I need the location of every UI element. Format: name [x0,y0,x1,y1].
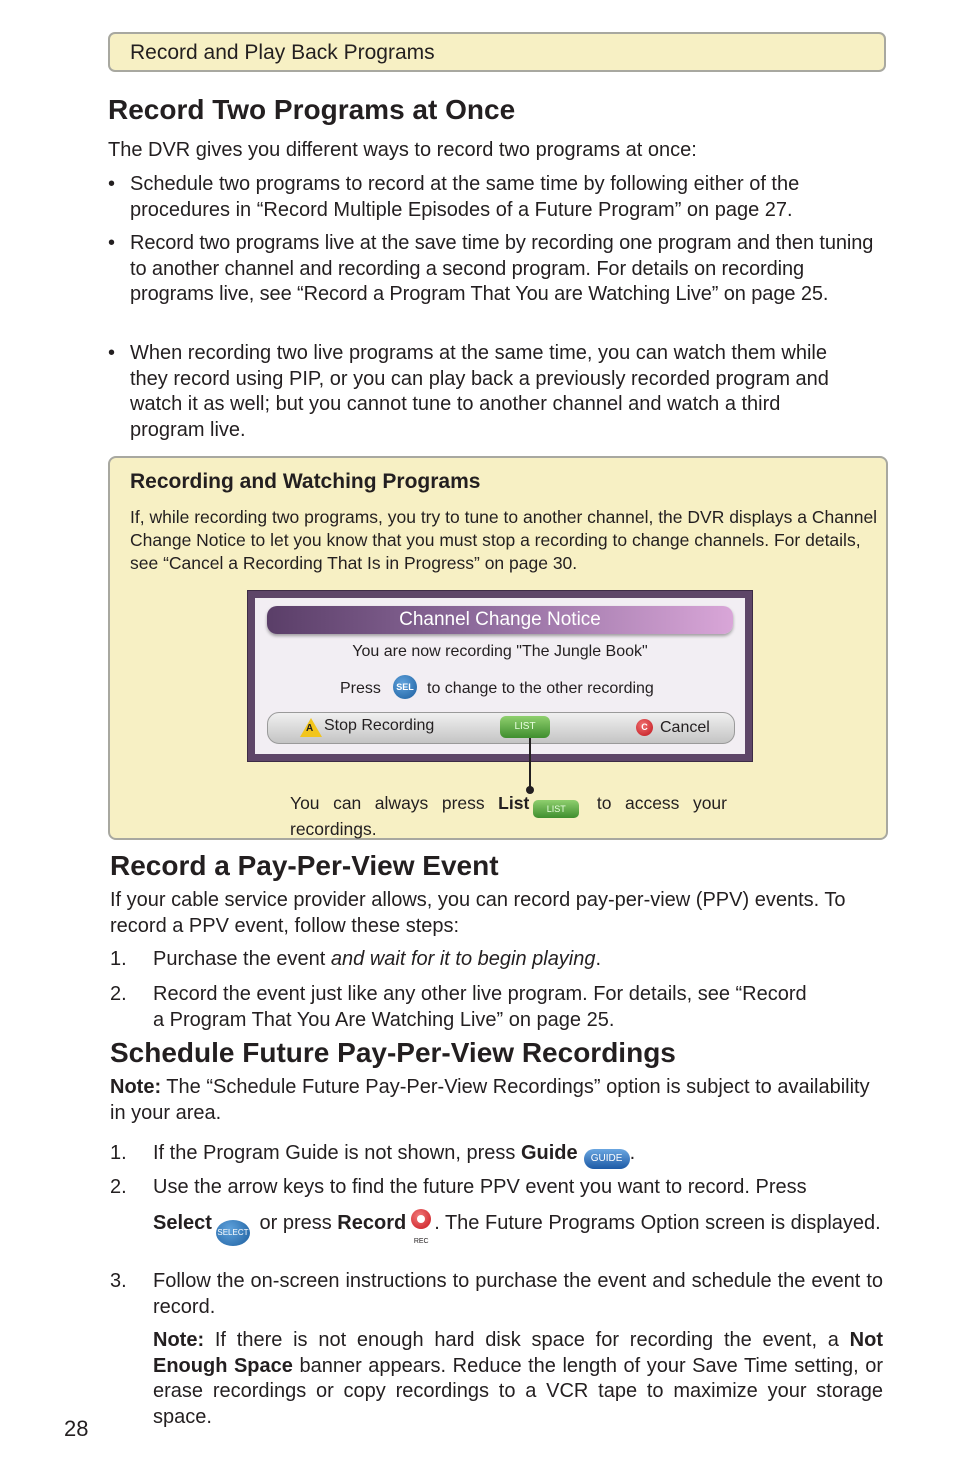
notice-action-bar [267,712,735,744]
bullet-item [108,172,898,223]
step-text-main: Follow the on-screen instructions to purchase the event and schedule the event to record. [153,1270,883,1318]
bullet-text: Schedule two programs to record at the same time by following either of the procedures in “Record Multiple Episodes of a Future Program” on page 27. [130,173,800,221]
step-text-pre: Purchase the event [153,948,331,970]
not-enough-space-bold: Not Enough Space [153,1329,883,1377]
note-text-pre: If there is not enough hard disk space for recording the event, a [204,1329,850,1351]
intro-record-ppv: If your cable service provider allows, you can record pay-per-view (PPV) events. To record a PPV event, follow these steps: [110,889,846,937]
channel-change-notice-screen [247,590,753,762]
cancel-option[interactable]: Cancel [660,719,710,736]
bullet-text: When recording two live programs at the same time, you can watch them while they record using PIP, or you can play back a previously recorded program and watch it as well; but you cannot tune to another channel and watch a third program live. [130,342,829,441]
screen-inner [255,598,745,754]
note-text-post: banner appears. Reduce the length of your Save Time setting, or erase recordings or copy recordings to a VCR tape to maximize your storage space. [153,1354,884,1428]
stop-recording-option[interactable]: Stop Recording [324,717,435,734]
page-number: 28 [64,1416,89,1441]
caption-list-bold: List [498,793,530,813]
note-text: The “Schedule Future Pay-Per-View Recordings” option is subject to availability in your area. [110,1076,870,1124]
step-text-post: . [595,948,602,970]
step-text [153,1141,883,1169]
notice-recording-line: You are now recording "The Jungle Book" [352,643,648,660]
step-note [153,1328,883,1430]
step-text [153,1269,883,1430]
bullet-symbol: • [108,342,116,364]
schedule-ppv-note [110,1075,870,1126]
step-number: 2. [110,983,127,1005]
heading-schedule-ppv: Schedule Future Pay-Per-View Recordings [110,1037,676,1068]
sel-button-icon[interactable]: SEL [393,675,417,699]
step-text-post: . [629,1142,636,1164]
callout-pointer-line [529,738,531,790]
select-bold: Select [153,1211,212,1234]
step-text-line: Use the arrow keys to find the future PPV event you want to record. Press [153,1176,807,1198]
step-text: Record the event just like any other live program. For details, see “Record a Program That You Are Watching Live” on page 25. [153,983,807,1031]
list-button-icon[interactable]: LIST [500,716,550,738]
step-text [153,1175,883,1246]
step-number: 1. [110,948,127,970]
heading-record-two-programs: Record Two Programs at Once [108,94,516,125]
bullet-item [108,341,898,443]
step-number: 2. [110,1176,127,1198]
select-button-icon: SELECT [216,1220,250,1246]
step-text-pre: If the Program Guide is not shown, press [153,1142,521,1164]
note-label: Note: [110,1076,162,1098]
note-label: Note: [153,1329,205,1351]
step-number: 1. [110,1142,127,1164]
record-circle [411,1209,431,1229]
step-text-continued [153,1209,883,1246]
c-button-icon[interactable]: C [636,719,653,736]
caption-text-pre: You can always press [290,793,499,813]
section-header-title: Record and Play Back Programs [130,41,435,64]
list-button-icon: LIST [533,800,579,818]
heading-record-ppv: Record a Pay-Per-View Event [110,850,499,881]
notice-change-recording-label: to change to the other recording [427,680,654,697]
list-callout-caption [290,792,727,841]
record-button-icon [410,1209,432,1245]
bullet-symbol: • [108,232,116,254]
step-text-emphasis: and wait for it to begin playing [330,948,596,970]
section-header-bar [108,32,886,72]
step-text-post: . The Future Programs Option screen is displayed. [434,1211,881,1234]
guide-bold: Guide [520,1142,578,1164]
guide-button-icon: GUIDE [584,1149,630,1169]
notice-press-label: Press [340,680,381,697]
intro-record-two: The DVR gives you different ways to record two programs at once: [108,139,697,161]
recording-watching-note-box [108,456,888,840]
notice-title-bar: Channel Change Notice [267,606,733,634]
bullet-text: Record two programs live at the save time by recording one program and then tuning to another channel and recording a second program. For details on recording programs live, see “Record a Program That You are Watching Live” on page 25. [130,232,874,305]
step-text [153,947,883,973]
step-number: 3. [110,1270,127,1292]
a-button-letter: A [306,723,314,734]
caption-text-post: to access your recordings. [290,793,727,839]
note-box-title: Recording and Watching Programs [130,470,481,493]
bullet-item [108,231,898,308]
record-bold: Record [337,1211,407,1234]
bullet-symbol: • [108,173,116,195]
note-box-text: If, while recording two programs, you try to tune to another channel, the DVR displays a Channel Change Notice to let you know that you must stop a recording to change channels. For details, see “Cancel a Recording That Is in Progress” on page 30. [130,507,878,573]
step-text-mid: or press [253,1211,338,1234]
record-icon-label: REC [413,1237,429,1245]
